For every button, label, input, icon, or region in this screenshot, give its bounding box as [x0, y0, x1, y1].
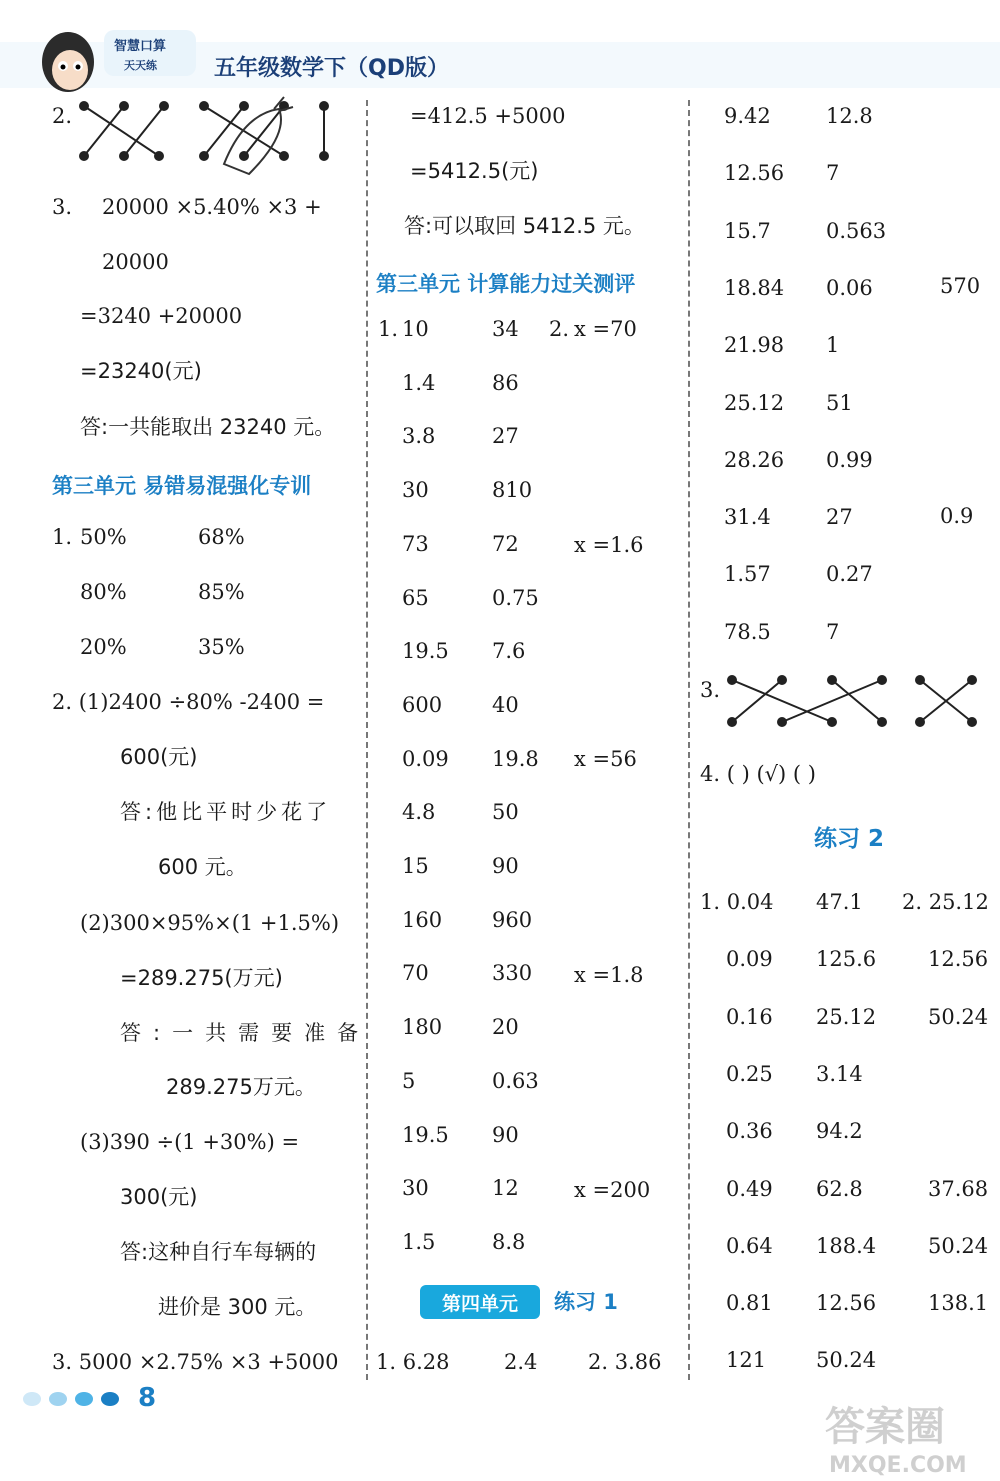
c1-p1-line1: 2. (1)2400 ÷80% -2400 = — [52, 690, 325, 714]
c3-extra-1: 570 — [940, 274, 981, 298]
c3-cell: 21.98 — [724, 333, 785, 358]
column-divider-right — [688, 100, 690, 1380]
c3-p2-cell: 50.24 — [816, 1348, 877, 1373]
c2-cell: 5 — [402, 1068, 416, 1093]
c3-q3-label: 3. — [700, 678, 721, 702]
c3-cell: 0.06 — [826, 275, 873, 300]
cross-lines-diagram — [720, 670, 980, 732]
c1-q3-label: 3. — [52, 195, 73, 219]
c2-cell: 1.4 — [402, 370, 436, 395]
c2-cell: 4.8 — [402, 800, 436, 825]
c2-bottom-2: 2.4 — [504, 1350, 538, 1374]
c3-cell: 18.84 — [724, 275, 785, 300]
c3-cell: 15.7 — [724, 218, 771, 243]
c3-p2-cell: 37.68 — [928, 1176, 989, 1201]
c3-p2-cell: 0.16 — [726, 1004, 773, 1029]
c1-p3-answer: 答:这种自行车每辆的 — [120, 1240, 317, 1264]
c2-cell: 7.6 — [492, 639, 526, 664]
c1-s1-r2c2: 85% — [198, 580, 245, 604]
c3-cell: 12.56 — [724, 161, 785, 186]
c1-q3-answer: 答:一共能取出 23240 元。 — [80, 415, 336, 439]
c2-line2: =5412.5(元) — [410, 159, 539, 183]
c2-cell: 0.75 — [492, 585, 539, 610]
c3-practice-heading: 练习 2 — [814, 826, 885, 852]
c3-cell: 0.99 — [826, 447, 873, 472]
c1-p3-answer2: 进价是 300 元。 — [158, 1295, 317, 1319]
c2-cell: 0.63 — [492, 1068, 539, 1093]
c3-p2-cell: 62.8 — [816, 1176, 863, 1201]
c2-cell: 73 — [402, 531, 429, 556]
c2-cell: 50 — [492, 800, 519, 825]
c1-p3-line1: (3)390 ÷(1 +30%) = — [80, 1130, 300, 1154]
c2-cell: 19.5 — [402, 639, 449, 664]
c3-p2-cell: 50.24 — [928, 1233, 989, 1258]
c2-cell: 65 — [402, 585, 429, 610]
c1-s1-r1c1: 50% — [80, 525, 127, 549]
c3-p2-cell: 94.2 — [816, 1119, 863, 1144]
c3-cell: 9.42 — [724, 104, 771, 128]
c2-cell: 160 — [402, 907, 443, 932]
c3-p2-cell: 0.49 — [726, 1176, 773, 1201]
page-number: 8 — [138, 1383, 157, 1413]
c3-p2-cell: 0.25 — [726, 1061, 773, 1086]
c2-cell: 600 — [402, 692, 443, 717]
c2-cell: 90 — [492, 854, 519, 878]
c3-extra-2: 0.9 — [940, 504, 974, 528]
c3-p2-cell: 125.6 — [816, 947, 877, 972]
c1-s1-r3c1: 20% — [80, 635, 127, 659]
c1-s1-r2c1: 80% — [80, 580, 127, 604]
c1-p2-line2: =289.275(万元) — [120, 966, 283, 990]
c3-cell: 78.5 — [724, 619, 771, 644]
c3-p2-cell: 2. 25.12 — [902, 890, 989, 914]
c3-p2-cell: 47.1 — [816, 890, 863, 914]
c1-s1-label: 1. — [52, 525, 73, 549]
watermark-logo — [815, 1396, 995, 1478]
unit-badge: 第四单元 — [420, 1285, 540, 1319]
c1-q3-line4: =23240(元) — [80, 359, 202, 383]
c1-p1-answer2: 600 元。 — [158, 855, 247, 879]
c1-p2-answer2: 289.275万元。 — [166, 1075, 316, 1099]
c3-p2-cell: 121 — [726, 1348, 767, 1373]
c2-cell: 10 — [402, 317, 429, 341]
c2-cell: 0.09 — [402, 746, 449, 771]
c1-p1-answer: 答:他比平时少花了 — [120, 800, 332, 824]
c2-cell: 40 — [492, 692, 519, 717]
c3-cell: 7 — [826, 619, 840, 644]
c2-cell: 86 — [492, 370, 519, 395]
c1-q2-label: 2. — [52, 104, 73, 128]
c3-p2-cell: 12.56 — [928, 947, 989, 972]
c3-cell: 28.26 — [724, 447, 785, 472]
c3-q4: 4. ( ) (√) ( ) — [700, 762, 816, 786]
c3-cell: 27 — [826, 505, 853, 530]
c1-p2-answer: 答:一共需要准备 — [120, 1021, 371, 1045]
matching-lines-diagram — [74, 94, 354, 194]
c3-p2-cell: 0.81 — [726, 1291, 773, 1316]
c2-cell: 70 — [402, 961, 429, 986]
c3-cell: 1.57 — [724, 562, 771, 587]
c3-cell: 1 — [826, 333, 840, 358]
c2-x-answer-1: x =70 — [574, 317, 637, 341]
c1-p1-line2: 600(元) — [120, 745, 198, 769]
c3-p2-cell: 188.4 — [816, 1233, 877, 1258]
c3-cell: 7 — [826, 161, 840, 186]
c2-cell: 19.5 — [402, 1122, 449, 1147]
c2-cell: 90 — [492, 1122, 519, 1147]
c1-section-heading: 第三单元 易错易混强化专训 — [52, 474, 312, 498]
c2-x-answer-3: x =56 — [574, 747, 637, 771]
c2-cell: 1.5 — [402, 1229, 436, 1254]
logo-text-1: 智慧口算 — [114, 39, 167, 54]
c2-cell: 19.8 — [492, 746, 539, 771]
logo-text-2: 天天练 — [124, 59, 157, 72]
c2-cell: 180 — [402, 1015, 443, 1040]
watermark-line1: 答案圈 — [825, 1404, 945, 1450]
c1-last-line: 3. 5000 ×2.75% ×3 +5000 — [52, 1350, 339, 1374]
c3-p2-cell: 3.14 — [816, 1061, 863, 1086]
c2-cell: 960 — [492, 907, 533, 932]
c3-p2-cell: 1. 0.04 — [700, 890, 774, 914]
c2-q2-label: 2. — [549, 317, 570, 341]
c3-cell: 0.27 — [826, 562, 873, 587]
watermark-line2: MXQE.COM — [829, 1453, 967, 1478]
c2-q1-label: 1. — [378, 317, 399, 341]
c2-cell: 30 — [402, 478, 429, 503]
c1-q3-line3: =3240 +20000 — [80, 304, 243, 328]
c3-p2-cell: 25.12 — [816, 1004, 877, 1029]
c2-cell: 15 — [402, 854, 429, 878]
c2-x-answer-2: x =1.6 — [574, 533, 644, 557]
c3-p2-cell: 0.09 — [726, 947, 773, 972]
c2-cell: 330 — [492, 961, 533, 986]
c1-p3-line2: 300(元) — [120, 1185, 198, 1209]
c2-bottom-1: 1. 6.28 — [376, 1350, 450, 1374]
column-divider-left — [366, 100, 368, 1380]
c2-cell: 30 — [402, 1176, 429, 1201]
c3-p2-cell: 12.56 — [816, 1291, 877, 1316]
c1-q3-line1: 20000 ×5.40% ×3 + — [102, 195, 322, 219]
c3-cell: 51 — [826, 390, 853, 415]
mascot-logo — [34, 22, 212, 102]
c1-p2-line1: (2)300×95%×(1 +1.5%) — [80, 911, 340, 935]
c3-cell: 31.4 — [724, 505, 771, 530]
c2-bottom-3: 2. 3.86 — [588, 1350, 662, 1374]
c2-cell: 12 — [492, 1176, 519, 1201]
c3-cell: 25.12 — [724, 390, 785, 415]
c2-cell: 8.8 — [492, 1229, 526, 1254]
c1-s1-r3c2: 35% — [198, 635, 245, 659]
c3-cell: 12.8 — [826, 104, 873, 128]
c2-cell: 27 — [492, 424, 519, 449]
c3-p2-cell: 50.24 — [928, 1004, 989, 1029]
c3-p2-cell: 0.64 — [726, 1233, 773, 1258]
c2-cell: 34 — [492, 317, 519, 341]
c2-section-heading: 第三单元 计算能力过关测评 — [376, 272, 636, 296]
c2-line1: =412.5 +5000 — [410, 104, 566, 128]
c3-p2-cell: 138.1 — [928, 1291, 989, 1316]
book-title: 五年级数学下（QD版） — [214, 56, 449, 81]
c1-q3-line2: 20000 — [102, 250, 169, 274]
c2-cell: 810 — [492, 478, 533, 503]
c2-x-answer-5: x =200 — [574, 1178, 651, 1202]
c3-p2-cell: 0.36 — [726, 1119, 773, 1144]
c1-s1-r1c2: 68% — [198, 525, 245, 549]
c2-x-answer-4: x =1.8 — [574, 963, 644, 987]
c2-cell: 20 — [492, 1015, 519, 1040]
c2-cell: 72 — [492, 531, 519, 556]
page-dots-decoration — [22, 1388, 134, 1410]
c3-cell: 0.563 — [826, 218, 887, 243]
c2-answer: 答:可以取回 5412.5 元。 — [404, 214, 645, 238]
c2-cell: 3.8 — [402, 424, 436, 449]
c2-practice-heading: 练习 1 — [554, 1290, 618, 1314]
